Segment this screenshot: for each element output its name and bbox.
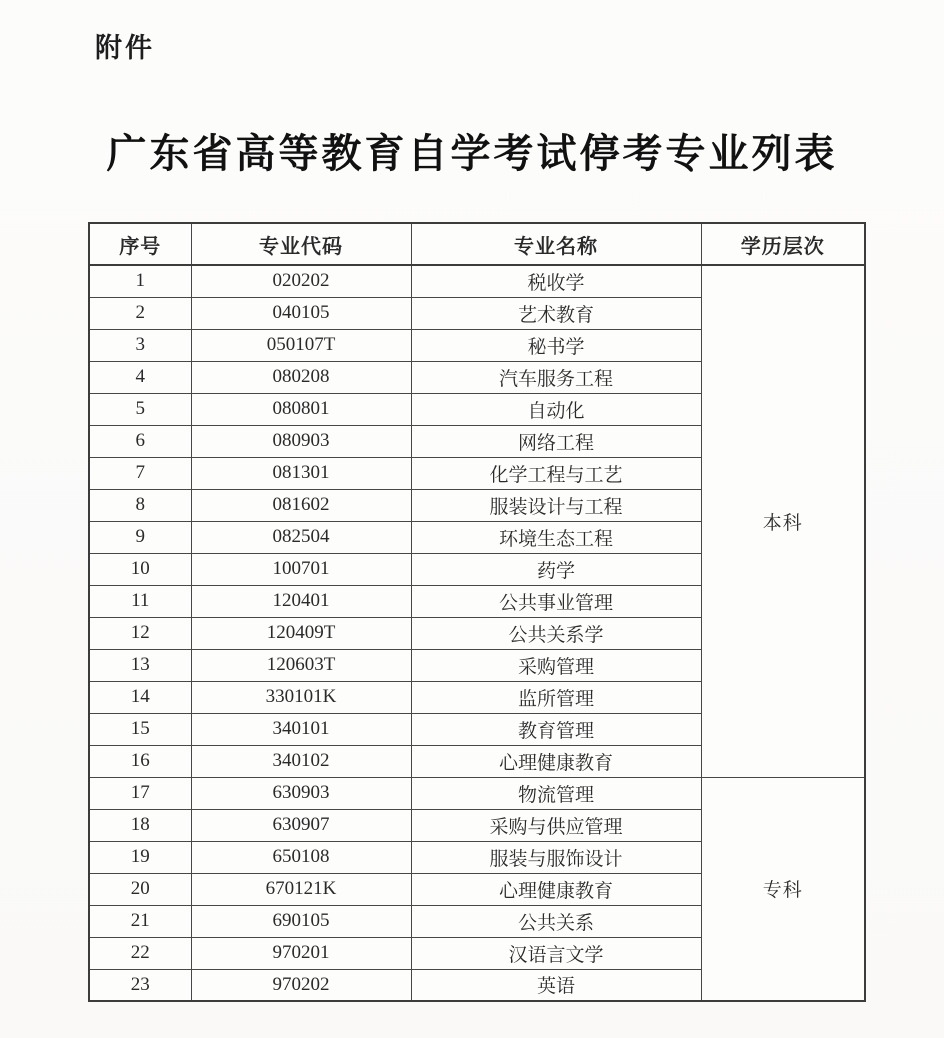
- education-level-cell: 专科: [701, 777, 865, 1001]
- page-title: 广东省高等教育自学考试停考专业列表: [106, 131, 838, 176]
- major-code-cell: 081301: [191, 457, 411, 489]
- attachment-label: 附件: [95, 33, 155, 63]
- serial-number-cell: 18: [89, 809, 191, 841]
- major-code-cell: 650108: [191, 841, 411, 873]
- major-code-cell: 670121K: [191, 873, 411, 905]
- table-row: [89, 265, 865, 297]
- major-code-cell: 120603T: [191, 649, 411, 681]
- serial-number-cell: 13: [89, 649, 191, 681]
- major-name-cell: 心理健康教育: [411, 873, 701, 905]
- header-major-name: 专业名称: [411, 223, 701, 265]
- serial-number-cell: 4: [89, 361, 191, 393]
- table-row: [89, 777, 865, 809]
- major-name-cell: 药学: [411, 553, 701, 585]
- serial-number-cell: 15: [89, 713, 191, 745]
- major-code-cell: 630907: [191, 809, 411, 841]
- header-major-code: 专业代码: [191, 223, 411, 265]
- serial-number-cell: 19: [89, 841, 191, 873]
- major-name-cell: 服装设计与工程: [411, 489, 701, 521]
- major-code-cell: 330101K: [191, 681, 411, 713]
- serial-number-cell: 21: [89, 905, 191, 937]
- serial-number-cell: 8: [89, 489, 191, 521]
- major-name-cell: 心理健康教育: [411, 745, 701, 777]
- major-name-cell: 服装与服饰设计: [411, 841, 701, 873]
- major-code-cell: 340101: [191, 713, 411, 745]
- major-name-cell: 采购管理: [411, 649, 701, 681]
- major-code-cell: 082504: [191, 521, 411, 553]
- education-level-cell: 本科: [701, 265, 865, 777]
- major-name-cell: 自动化: [411, 393, 701, 425]
- major-name-cell: 公共关系学: [411, 617, 701, 649]
- major-name-cell: 公共关系: [411, 905, 701, 937]
- serial-number-cell: 23: [89, 969, 191, 1001]
- major-code-cell: 081602: [191, 489, 411, 521]
- major-code-cell: 100701: [191, 553, 411, 585]
- table-body: [89, 265, 865, 1001]
- serial-number-cell: 3: [89, 329, 191, 361]
- header-serial-number: 序号: [89, 223, 191, 265]
- serial-number-cell: 1: [89, 265, 191, 297]
- major-code-cell: 690105: [191, 905, 411, 937]
- major-name-cell: 公共事业管理: [411, 585, 701, 617]
- major-name-cell: 汽车服务工程: [411, 361, 701, 393]
- serial-number-cell: 17: [89, 777, 191, 809]
- major-name-cell: 英语: [411, 969, 701, 1001]
- major-code-cell: 120409T: [191, 617, 411, 649]
- major-code-cell: 040105: [191, 297, 411, 329]
- header-education-level: 学历层次: [701, 223, 865, 265]
- major-name-cell: 采购与供应管理: [411, 809, 701, 841]
- serial-number-cell: 7: [89, 457, 191, 489]
- serial-number-cell: 14: [89, 681, 191, 713]
- serial-number-cell: 5: [89, 393, 191, 425]
- serial-number-cell: 11: [89, 585, 191, 617]
- serial-number-cell: 6: [89, 425, 191, 457]
- major-code-cell: 970201: [191, 937, 411, 969]
- major-code-cell: 080208: [191, 361, 411, 393]
- major-name-cell: 监所管理: [411, 681, 701, 713]
- serial-number-cell: 9: [89, 521, 191, 553]
- major-name-cell: 教育管理: [411, 713, 701, 745]
- major-code-cell: 050107T: [191, 329, 411, 361]
- major-name-cell: 艺术教育: [411, 297, 701, 329]
- major-name-cell: 化学工程与工艺: [411, 457, 701, 489]
- major-name-cell: 汉语言文学: [411, 937, 701, 969]
- major-code-cell: 080801: [191, 393, 411, 425]
- suspended-majors-table: [88, 222, 866, 1002]
- serial-number-cell: 16: [89, 745, 191, 777]
- major-name-cell: 网络工程: [411, 425, 701, 457]
- major-code-cell: 970202: [191, 969, 411, 1001]
- serial-number-cell: 2: [89, 297, 191, 329]
- major-code-cell: 630903: [191, 777, 411, 809]
- major-name-cell: 环境生态工程: [411, 521, 701, 553]
- major-code-cell: 020202: [191, 265, 411, 297]
- major-name-cell: 物流管理: [411, 777, 701, 809]
- major-name-cell: 秘书学: [411, 329, 701, 361]
- serial-number-cell: 10: [89, 553, 191, 585]
- major-code-cell: 340102: [191, 745, 411, 777]
- table-header-row: [89, 223, 865, 265]
- serial-number-cell: 22: [89, 937, 191, 969]
- serial-number-cell: 12: [89, 617, 191, 649]
- major-name-cell: 税收学: [411, 265, 701, 297]
- serial-number-cell: 20: [89, 873, 191, 905]
- major-code-cell: 080903: [191, 425, 411, 457]
- major-code-cell: 120401: [191, 585, 411, 617]
